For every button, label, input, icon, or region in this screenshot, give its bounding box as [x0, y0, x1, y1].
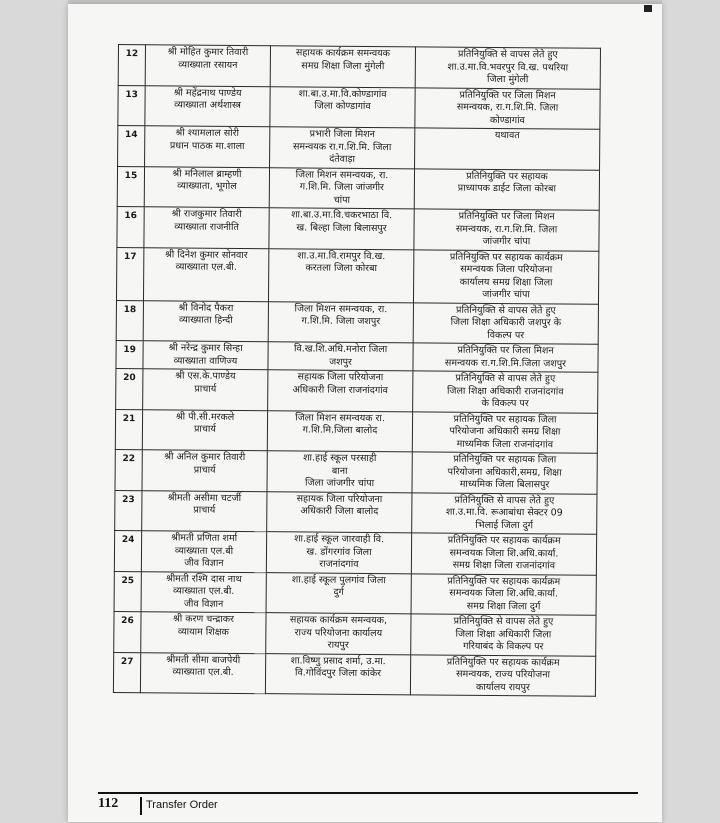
- transfer-order: [410, 654, 595, 696]
- current-posting-line: शा.विष्णु प्रसाद शर्मा, उ.मा.: [290, 654, 386, 667]
- transfer-order-line: समग्र शिक्षा जिला राजनांदगांव: [452, 559, 556, 572]
- current-posting-line: सहायक कार्यक्रम समन्वयक: [295, 47, 391, 60]
- transfer-order-line: प्रतिनियुक्ति पर सहायक कार्यक्रम: [447, 534, 561, 547]
- current-posting-line: चांपा: [333, 194, 350, 206]
- table-row: [114, 530, 596, 574]
- serial-number: 21: [115, 409, 142, 450]
- transfer-order-line: प्रतिनियुक्ति पर सहायक जिला: [453, 413, 557, 425]
- table-row: [115, 449, 597, 493]
- transfer-order-line: जिला शिक्षा अधिकारी जशपुर के: [450, 316, 562, 329]
- table-row: [115, 490, 597, 534]
- transfer-order-line: प्रतिनियुक्ति पर सहायक कार्यक्रम: [447, 575, 561, 587]
- transfer-order-line: प्रतिनियुक्ति से वापस लेते हुए: [453, 615, 554, 628]
- transfer-order-line: समन्वयक, रा.ग.शि.मि. जिला: [455, 223, 558, 235]
- current-posting-line: सहायक कार्यक्रम समन्वयक,: [289, 614, 388, 627]
- employee-name-line: व्याख्याता राजनीति: [174, 220, 239, 233]
- current-posting-line: जशपुर: [329, 356, 352, 368]
- current-posting-line: वि.ख.शि.अधि.मनोरा जिला: [293, 343, 388, 356]
- current-posting-line: समन्वयक रा.ग.शि.मि. जिला: [292, 140, 392, 153]
- employee-name: [143, 369, 268, 410]
- transfer-order-line: कार्यालय समग्र शिक्षा जिला: [459, 276, 553, 288]
- table-row: [116, 247, 598, 304]
- employee-name-line: श्रीमती रश्मि दास नाथ: [165, 572, 242, 585]
- transfer-order-line: समन्वयक जिला परियोजना: [460, 263, 553, 276]
- serial-number: 14: [118, 126, 145, 167]
- employee-name-line: जीव विज्ञान: [183, 598, 224, 610]
- transfer-order: [413, 249, 598, 303]
- transfer-order-line: माध्यमिक जिला बिलासपुर: [459, 478, 550, 491]
- table-row: [118, 45, 600, 89]
- transfer-order: [415, 128, 600, 170]
- employee-name-line: व्याख्याता, भूगोल: [177, 180, 237, 192]
- employee-name-line: श्री नरेन्द्र कुमार सिन्हा: [168, 342, 243, 354]
- table-row: [115, 409, 597, 453]
- employee-name: [145, 45, 270, 86]
- footer-divider: [140, 797, 142, 815]
- table-body: [113, 45, 600, 697]
- employee-name: [142, 409, 267, 450]
- transfer-order-line: माध्यमिक जिला राजनांदगांव: [456, 438, 554, 450]
- employee-name: [144, 207, 269, 248]
- employee-name-line: प्राचार्य: [193, 464, 216, 476]
- transfer-order-line: कार्यालय रायपुर: [475, 681, 530, 693]
- transfer-order-line: के विकल्प पर: [481, 397, 529, 410]
- transfer-order-line: जिला शिक्षा अधिकारी राजनांदगांव: [446, 385, 564, 398]
- table-row: [116, 300, 598, 344]
- employee-name-line: व्याख्याता हिन्दी: [178, 314, 233, 326]
- current-posting-line: राज्य परियोजना कार्यालय: [294, 626, 383, 639]
- current-posting: [265, 653, 410, 695]
- current-posting-line: बाना: [331, 465, 348, 477]
- current-posting-line: वि.गोविंदपुर जिला कांकेर: [295, 667, 382, 680]
- transfer-order-line: जिला मुंगेली: [487, 73, 529, 86]
- transfer-order-line: समन्वयक, रा.ग.शि.मि. जिला: [456, 101, 559, 114]
- transfer-order: [411, 614, 596, 656]
- serial-number: 26: [114, 611, 141, 652]
- employee-name: [143, 341, 268, 370]
- current-posting: [269, 167, 414, 209]
- current-posting: [266, 572, 411, 614]
- employee-name-line: श्री एस.के.पाण्डेय: [175, 370, 236, 382]
- current-posting-line: रायपुर: [327, 639, 349, 651]
- table-row: [114, 611, 596, 655]
- current-posting-line: दुर्ग: [333, 586, 344, 598]
- transfer-order-line: प्रतिनियुक्ति पर सहायक: [466, 170, 548, 182]
- transfer-order-line: समन्वयक जिला शि.अधि.कार्या.: [449, 547, 559, 559]
- current-posting-line: शा.हाई स्कूल पुलगांव जिला: [291, 573, 386, 586]
- current-posting-line: शा.बा.उ.मा.वि.कोण्डागांव: [298, 87, 387, 100]
- employee-name-line: श्री श्यामलाल सोरी: [175, 127, 240, 139]
- transfer-order-line: प्रतिनियुक्ति पर जिला मिशन: [459, 89, 556, 101]
- employee-name: [141, 612, 266, 653]
- transfer-order: [411, 573, 596, 615]
- current-posting-line: ख. बिल्हा जिला बिलासपुर: [296, 221, 387, 234]
- employee-name-line: श्रीमती प्रणिता शर्मा: [171, 532, 238, 544]
- transfer-order-line: विकल्प पर: [487, 329, 525, 341]
- employee-name: [145, 85, 270, 126]
- transfer-order: [413, 371, 598, 413]
- table-row: [117, 206, 599, 250]
- employee-name-line: व्याख्याता एल.बी: [174, 544, 234, 557]
- employee-name: [143, 300, 268, 341]
- transfer-order-line: कोण्डागांव: [489, 114, 525, 126]
- current-posting-line: जिला मिशन समन्वयक रा.: [295, 411, 385, 424]
- transfer-order: [414, 168, 599, 210]
- table-row: [116, 368, 598, 412]
- current-posting-line: समग्र शिक्षा जिला मुंगेली: [301, 59, 385, 72]
- serial-number: 24: [114, 530, 141, 571]
- employee-name: [145, 126, 270, 167]
- employee-name-line: प्राचार्य: [193, 504, 216, 516]
- serial-number: 22: [115, 449, 142, 490]
- employee-name-line: श्री अनिल कुमार तिवारी: [164, 451, 246, 464]
- current-posting-line: दंतेवाड़ा: [329, 153, 356, 165]
- employee-name-line: प्रधान पाठक मा.शाला: [169, 139, 245, 152]
- employee-name-line: श्रीमती असीमा चटर्जी: [167, 491, 242, 504]
- employee-name-line: श्री मोहित कुमार तिवारी: [167, 46, 249, 59]
- transfer-order-line: शा.उ.मा.वि. रूआबांधा सेक्टर 09: [445, 506, 563, 519]
- corner-mark: [644, 5, 652, 12]
- current-posting-line: ग.शि.मि.जिला बालोद: [302, 424, 378, 437]
- current-posting-line: करतला जिला कोरबा: [305, 262, 378, 275]
- employee-name: [142, 490, 267, 531]
- transfer-order: [412, 411, 597, 453]
- current-posting-line: प्रभारी जिला मिशन: [309, 128, 375, 141]
- serial-number: 19: [116, 340, 143, 368]
- employee-name-line: श्री करण चन्द्राकर: [172, 613, 234, 625]
- current-posting: [268, 301, 413, 343]
- transfer-order-line: भिलाई जिला दुर्ग: [475, 519, 534, 531]
- transfer-order-line: प्रतिनियुक्ति से वापस लेते हुए: [458, 48, 558, 61]
- employee-name-line: श्रीमती सीमा बाजपेयी: [166, 653, 241, 666]
- employee-name-line: व्याख्याता एल.बी.: [173, 585, 235, 597]
- current-posting: [268, 248, 413, 302]
- transfer-order-line: समन्वयक, राज्य परियोजना: [456, 668, 551, 681]
- transfer-order-line: प्रतिनियुक्ति से वापस लेते हुए: [454, 494, 555, 506]
- employee-name-line: श्री महेंद्रनाथ पाण्डेय: [173, 86, 242, 99]
- transfer-order-line: प्रतिनियुक्ति पर जिला मिशन: [457, 344, 554, 357]
- serial-number: 25: [114, 571, 141, 612]
- serial-number: 13: [118, 85, 145, 126]
- current-posting: [267, 410, 412, 452]
- serial-number: 15: [117, 166, 144, 207]
- transfer-order-line: प्रतिनियुक्ति पर सहायक जिला: [453, 453, 557, 466]
- transfer-order-line: गरियाबंद के विकल्प पर: [463, 640, 544, 653]
- current-posting: [267, 491, 412, 533]
- transfer-order-line: समन्वयक रा.ग.शि.मि.जिला जशपुर: [444, 357, 567, 370]
- current-posting-line: जिला कोण्डागांव: [314, 100, 371, 112]
- employee-name-line: जीव विज्ञान: [184, 557, 224, 569]
- table-row: [117, 166, 599, 210]
- table-row: [118, 85, 600, 129]
- transfer-order-line: शा.उ.मा.वि.भवरपुर वि.ख. पथरिया: [447, 61, 569, 74]
- current-posting: [267, 451, 412, 493]
- transfer-order-line: समग्र शिक्षा जिला दुर्ग: [466, 600, 541, 612]
- employee-name-line: श्री दिनेश कुमार सोनवार: [165, 248, 248, 261]
- serial-number: 20: [116, 368, 143, 409]
- employee-name-line: श्री राजकुमार तिवारी: [171, 208, 242, 220]
- current-posting: [268, 370, 413, 412]
- table-row: [114, 571, 596, 615]
- employee-name: [140, 652, 265, 693]
- page-number: 112: [98, 796, 119, 811]
- current-posting: [268, 342, 413, 371]
- transfer-order: [412, 492, 597, 534]
- transfer-order-line: यथावत: [494, 129, 520, 142]
- employee-name: [141, 531, 266, 572]
- current-posting-line: अधिकारी जिला राजनांदगांव: [292, 383, 389, 396]
- serial-number: 12: [118, 45, 145, 86]
- current-posting-line: जिला मिशन समन्वयक, रा.: [294, 302, 388, 315]
- page-footer: [98, 795, 658, 819]
- serial-number: 18: [116, 300, 143, 341]
- current-posting: [270, 127, 415, 169]
- transfer-order: [413, 302, 598, 344]
- current-posting-line: शा.उ.मा.वि.रामपुर वि.ख.: [297, 249, 386, 262]
- employee-name-line: व्यायाम शिक्षक: [177, 625, 229, 638]
- serial-number: 16: [117, 206, 144, 247]
- transfer-table: [113, 44, 601, 697]
- serial-number: 27: [113, 652, 140, 693]
- serial-number: 17: [116, 247, 143, 300]
- employee-name: [141, 571, 266, 612]
- employee-name-line: व्याख्याता वाणिज्य: [173, 354, 238, 367]
- current-posting-line: शा.बा.उ.मा.वि.चकरभाठा वि.: [291, 209, 393, 222]
- footer-label: Transfer Order: [146, 799, 218, 811]
- employee-name: [142, 450, 267, 491]
- employee-name-line: व्याख्याता एल.बी.: [172, 666, 234, 678]
- current-posting-line: सहायक जिला परियोजना: [296, 492, 383, 505]
- transfer-order-line: प्रतिनियुक्ति पर सहायक कार्यक्रम: [449, 251, 563, 263]
- current-posting: [270, 46, 415, 88]
- transfer-order-line: प्रतिनियुक्ति पर सहायक कार्यक्रम: [446, 656, 560, 668]
- transfer-order: [412, 452, 597, 494]
- current-posting-line: ग.शि.मि. जिला जांजगीर: [299, 181, 385, 194]
- current-posting-line: ग.शि.मि. जिला जशपुर: [301, 315, 381, 328]
- employee-name-line: श्री पी.सी.मरकले: [175, 410, 235, 423]
- transfer-order-line: जांजगीर चांपा: [482, 235, 531, 248]
- transfer-order-line: प्राध्यापक डाईट जिला कोरबा: [457, 182, 556, 195]
- transfer-order: [411, 533, 596, 575]
- transfer-order: [415, 87, 600, 129]
- current-posting-line: ख. डोंगरगांव जिला: [306, 545, 372, 558]
- employee-name-line: प्राचार्य: [194, 383, 217, 395]
- employee-name-line: व्याख्याता एल.बी.: [175, 261, 237, 273]
- employee-name: [143, 247, 268, 301]
- employee-name-line: व्याख्याता अर्थशास्त्र: [174, 99, 241, 111]
- current-posting: [270, 86, 415, 128]
- current-posting-line: अधिकारी जिला बालोद: [300, 505, 379, 518]
- transfer-order-line: प्रतिनियुक्ति से वापस लेते हुए: [455, 372, 556, 385]
- current-posting-line: शा.हाई स्कूल जारवाही वि.: [294, 533, 385, 546]
- current-posting-line: जिला जांजगीर चांपा: [304, 477, 375, 490]
- current-posting: [269, 208, 414, 250]
- table-row: [113, 652, 595, 696]
- employee-name-line: श्री विनोद पैकरा: [178, 301, 234, 314]
- transfer-order-line: प्रतिनियुक्ति से वापस लेते हुए: [456, 304, 556, 316]
- employee-name-line: व्याख्याता रसायन: [178, 58, 238, 71]
- current-posting-line: राजनांदगांव: [319, 558, 359, 570]
- serial-number: 23: [115, 490, 142, 531]
- transfer-order-line: समन्वयक जिला शि.अधि.कार्या.: [449, 587, 559, 600]
- table-row: [116, 340, 598, 372]
- transfer-order-line: परियोजना अधिकारी समग्र शिक्षा: [449, 425, 561, 438]
- transfer-order-line: परियोजना अधिकारी,समग्र, शिक्षा: [447, 466, 562, 478]
- current-posting: [266, 613, 411, 655]
- employee-name-line: श्री मनिलाल ब्राम्हणी: [172, 167, 242, 180]
- transfer-order: [414, 209, 599, 251]
- employee-name: [144, 166, 269, 207]
- transfer-order-line: प्रतिनियुक्ति पर जिला मिशन: [458, 210, 555, 223]
- transfer-order: [415, 47, 600, 89]
- transfer-order-line: जांजगीर चांपा: [482, 288, 530, 301]
- table-row: [118, 126, 600, 170]
- current-posting-line: सहायक जिला परियोजना: [297, 371, 384, 384]
- current-posting-line: शा.हाई स्कूल परसाही: [303, 452, 377, 465]
- current-posting-line: जिला मिशन समन्वयक, रा.: [295, 168, 389, 181]
- transfer-order-line: जिला शिक्षा अधिकारी जिला: [455, 628, 552, 640]
- current-posting: [266, 532, 411, 574]
- employee-name-line: प्राचार्य: [193, 423, 216, 435]
- footer-rule: [98, 792, 638, 794]
- transfer-order: [413, 343, 598, 372]
